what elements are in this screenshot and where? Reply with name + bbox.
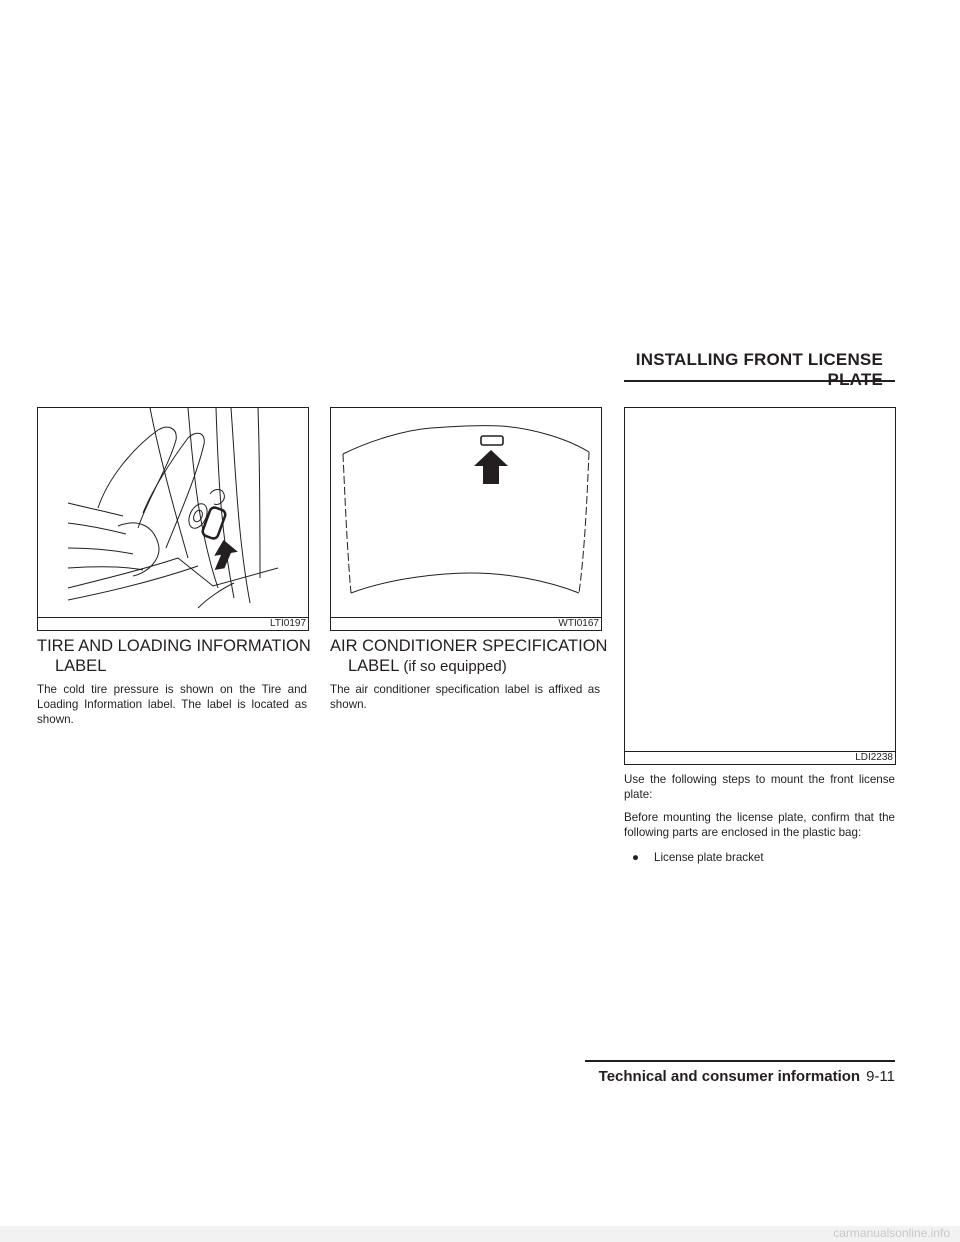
ac-heading-line2: LABEL — [348, 657, 399, 675]
figure-tire-label-location — [37, 407, 309, 631]
section-header: INSTALLING FRONT LICENSE — [635, 350, 883, 369]
figure-code: LDI2238 — [855, 752, 893, 763]
figure-license-plate — [624, 407, 896, 765]
license-intro: Use the following steps to mount the front license plate: — [624, 773, 895, 802]
list-item — [632, 850, 892, 865]
figure-code-rule — [38, 617, 308, 618]
ac-heading-note: (if so equipped) — [403, 658, 507, 675]
page-footer — [560, 1068, 895, 1085]
footer-title: Technical and consumer information — [598, 1068, 861, 1085]
figure-code: LTI0197 — [270, 618, 306, 629]
page-number: 9-11 — [866, 1068, 895, 1085]
bullet-dot-icon: ● — [632, 851, 640, 864]
tire-heading-line1: TIRE AND LOADING INFORMATION — [37, 637, 311, 655]
seat-pillar-illustration — [38, 408, 308, 616]
watermark-bar — [0, 1226, 960, 1242]
ac-heading-line1: AIR CONDITIONER SPECIFICATION — [330, 637, 608, 655]
watermark-text: carmanualsonline.info — [833, 1226, 950, 1240]
ac-body: The air conditioner specification label is affixed as shown. — [330, 683, 600, 712]
license-before: Before mounting the license plate, confirm that the following parts are enclosed in the plastic bag: — [624, 811, 895, 840]
tire-body: The cold tire pressure is shown on the Tire and Loading Information label. The label is located as shown. — [37, 683, 307, 727]
tire-heading — [37, 636, 312, 676]
figure-ac-label-location — [330, 407, 602, 631]
section-header-rule — [624, 380, 895, 382]
footer-rule — [585, 1060, 895, 1062]
figure-code: WTI0167 — [558, 618, 599, 629]
hood-illustration — [331, 408, 601, 616]
ac-heading — [330, 636, 615, 677]
list-item-label: License plate bracket — [654, 851, 764, 864]
tire-heading-line2: LABEL — [55, 657, 107, 675]
